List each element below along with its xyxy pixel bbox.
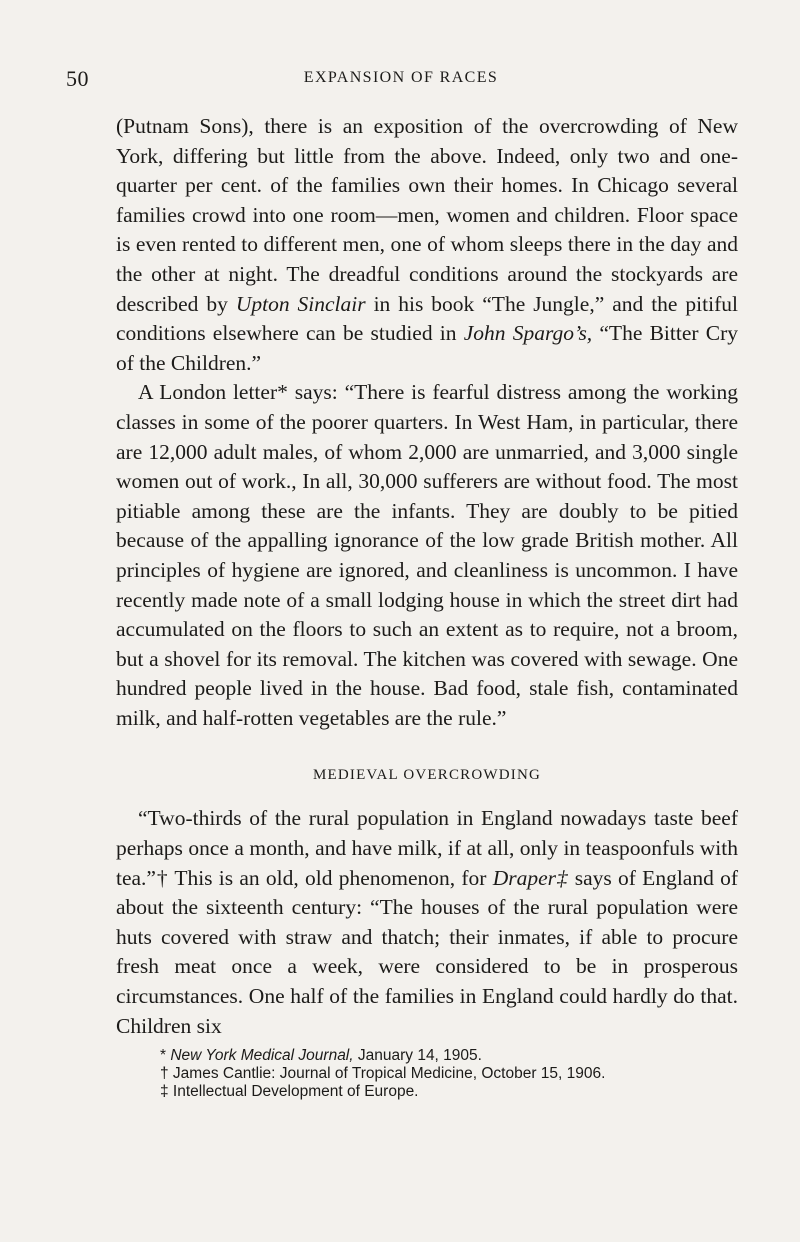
section-heading: MEDIEVAL OVERCROWDING: [312, 767, 542, 784]
footnote-draper: ‡ Intellectual Development of Europe.: [160, 1083, 419, 1101]
footnote-text: January 14, 1905.: [353, 1047, 482, 1065]
paragraph-putnam: [116, 112, 738, 378]
footnotes: [116, 1047, 738, 1101]
journal-title: New York Medical Journal,: [170, 1047, 354, 1065]
footnote-new-york-medical-journal: [160, 1047, 738, 1065]
footnote-mark: *: [160, 1047, 171, 1065]
paragraph-rural-population: [116, 804, 738, 1041]
paragraph-london-letter: A London letter* says: “There is fearful distress among the working classes in some of the poorer quarters. In West Ham, in particular, there are 12,000 adult males, of whom 2,000 are unmarried, and 3,000 single women out of work., In all, 30,000 sufferers are without food. The most pitiable among these are the infants. They are doubly to be pitied because of the appalling ignorance of the low grade British mother. All principles of hygiene are ignored, and cleanliness is uncommon. I have recently made note of a small lodging house in which the street dirt had accumulated on the floors to such an extent as to require, not a broom, but a shovel for its removal. The kitchen was covered with sewage. One hundred people lived in the house. Bad food, stale fish, contaminated milk, and half-rotten vegetables are the rule.”: [116, 380, 738, 730]
footnote-cantlie: † James Cantlie: Journal of Tropical Medicine, October 15, 1906.: [160, 1065, 606, 1083]
paragraph-text: in his book “The Jungle,” and the pitiful conditions elsewhere can be studied in: [116, 291, 738, 346]
page-header: [66, 66, 736, 94]
author-name: Draper‡: [492, 865, 569, 890]
paragraph-text: “Two-thirds of the rural population in England nowadays taste beef perhaps once a month, and have milk, if at all, only in teaspoonfuls with tea.”† This is an old, old phenomenon, for: [116, 806, 738, 890]
paragraph-text: says of England of about the sixteenth century: “The houses of the rural population were huts covered with straw and thatch; their inmates, if able to procure fresh meat once a week, were considered to be in prosperous circumstances. One half of the families in England could hardly do that. Children six: [116, 865, 738, 1038]
paragraph-text: “The Bitter Cry of the Children.”: [116, 321, 738, 375]
page-number: 50: [66, 66, 89, 91]
running-head: EXPANSION OF RACES: [303, 69, 499, 86]
page-body: [116, 112, 738, 1101]
author-name: John Spargo’s,: [463, 321, 593, 346]
author-name: Upton Sinclair: [235, 291, 366, 316]
paragraph-text: (Putnam Sons), there is an exposition of the overcrowding of New York, differing but little from the above. Indeed, only two and one-quarter per cent. of the families own their homes. In Chicago several families crowd into one room—men, women and children. Floor space is even rented to different men, one of whom sleeps there in the day and the other at night. The dreadful conditions around the stockyards are described by: [116, 114, 738, 316]
